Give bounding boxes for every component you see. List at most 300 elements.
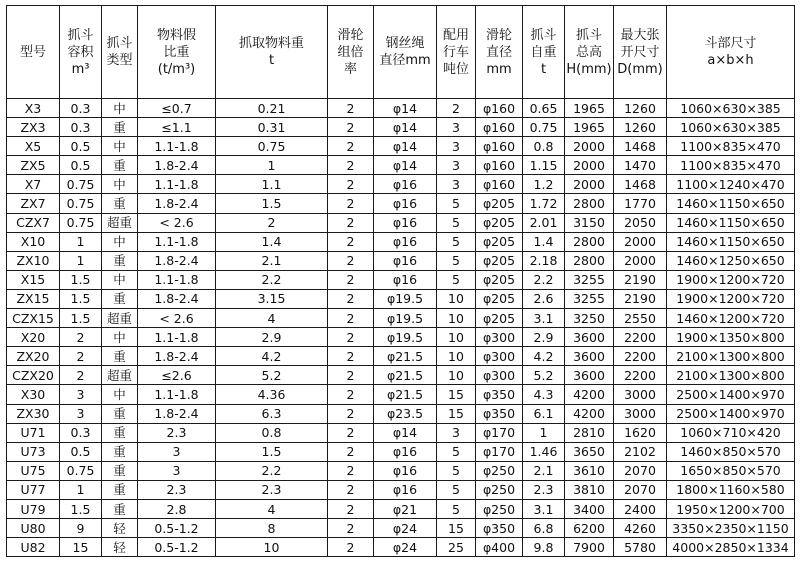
column-header-line: 最大张: [620, 27, 660, 43]
cell-height: 4200: [565, 385, 614, 404]
cell-pulley-dia: φ250: [476, 480, 523, 499]
cell-max-open: 2190: [614, 270, 667, 289]
table-row: [7, 309, 795, 328]
cell-bucket-size: 2500×1400×970: [667, 385, 795, 404]
cell-self-weight: 2.3: [523, 480, 565, 499]
cell-bucket-size: 1650×850×570: [667, 461, 795, 480]
cell-self-weight: 2.6: [523, 289, 565, 308]
cell-max-open: 1620: [614, 423, 667, 442]
cell-weight: 1.5: [216, 442, 328, 461]
cell-rope-dia: φ14: [374, 156, 437, 175]
cell-rope-dia: φ16: [374, 270, 437, 289]
cell-height: 3255: [565, 289, 614, 308]
cell-bucket-size: 1460×850×570: [667, 442, 795, 461]
table-row: [7, 156, 795, 175]
cell-max-open: 2070: [614, 461, 667, 480]
column-header-grab-type: [102, 6, 138, 99]
cell-weight: 0.75: [216, 137, 328, 156]
cell-self-weight: 2.1: [523, 461, 565, 480]
cell-self-weight: 0.8: [523, 137, 565, 156]
cell-height: 3650: [565, 442, 614, 461]
cell-rope-dia: φ21.5: [374, 366, 437, 385]
cell-rope-dia: φ16: [374, 194, 437, 213]
cell-rope-dia: φ16: [374, 442, 437, 461]
cell-bucket-size: 1060×710×420: [667, 423, 795, 442]
cell-self-weight: 1: [523, 423, 565, 442]
cell-model: U71: [7, 423, 60, 442]
cell-max-open: 2200: [614, 347, 667, 366]
cell-height: 1965: [565, 118, 614, 137]
cell-model: ZX30: [7, 404, 60, 423]
cell-height: 2000: [565, 156, 614, 175]
cell-density: 1.8-2.4: [138, 404, 216, 423]
cell-crane-tonnage: 5: [437, 194, 476, 213]
cell-capacity: 1.5: [60, 309, 102, 328]
table-row: [7, 499, 795, 518]
cell-bucket-size: 1800×1160×580: [667, 480, 795, 499]
cell-density: 1.1-1.8: [138, 328, 216, 347]
cell-bucket-size: 1460×1250×650: [667, 251, 795, 270]
cell-pulley-dia: φ160: [476, 118, 523, 137]
cell-weight: 4.36: [216, 385, 328, 404]
cell-pulley-ratio: 2: [328, 538, 374, 557]
cell-rope-dia: φ16: [374, 480, 437, 499]
column-header-line: 斗部尺寸: [704, 36, 757, 51]
cell-self-weight: 1.2: [523, 175, 565, 194]
cell-pulley-dia: φ250: [476, 461, 523, 480]
column-header-line: 自重: [530, 44, 557, 60]
column-header-self-weight: [523, 6, 565, 99]
cell-pulley-dia: φ350: [476, 519, 523, 538]
cell-max-open: 1770: [614, 194, 667, 213]
cell-crane-tonnage: 3: [437, 175, 476, 194]
cell-pulley-ratio: 2: [328, 347, 374, 366]
cell-model: ZX7: [7, 194, 60, 213]
column-header-line: 容积: [67, 44, 94, 60]
cell-density: 2.3: [138, 423, 216, 442]
cell-pulley-ratio: 2: [328, 194, 374, 213]
column-header-max-open: [614, 6, 667, 99]
cell-self-weight: 6.1: [523, 404, 565, 423]
cell-grab-type: 重: [102, 194, 138, 213]
cell-capacity: 9: [60, 519, 102, 538]
cell-max-open: 2190: [614, 289, 667, 308]
cell-self-weight: 2.2: [523, 270, 565, 289]
cell-capacity: 1: [60, 251, 102, 270]
cell-model: X30: [7, 385, 60, 404]
cell-density: ≤0.7: [138, 99, 216, 118]
column-header-line: 吨位: [442, 61, 469, 77]
cell-pulley-ratio: 2: [328, 118, 374, 137]
cell-self-weight: 1.4: [523, 232, 565, 251]
cell-self-weight: 4.2: [523, 347, 565, 366]
cell-density: 1.1-1.8: [138, 232, 216, 251]
cell-pulley-dia: φ250: [476, 499, 523, 518]
cell-bucket-size: 3350×2350×1150: [667, 519, 795, 538]
cell-model: ZX5: [7, 156, 60, 175]
cell-self-weight: 9.8: [523, 538, 565, 557]
cell-bucket-size: 1900×1200×720: [667, 270, 795, 289]
cell-height: 2810: [565, 423, 614, 442]
cell-density: < 2.6: [138, 213, 216, 232]
cell-weight: 2.3: [216, 480, 328, 499]
table-row: [7, 404, 795, 423]
cell-pulley-dia: φ205: [476, 251, 523, 270]
cell-max-open: 2200: [614, 328, 667, 347]
cell-capacity: 0.75: [60, 194, 102, 213]
cell-bucket-size: 2500×1400×970: [667, 404, 795, 423]
cell-weight: 2: [216, 213, 328, 232]
cell-weight: 4: [216, 309, 328, 328]
cell-bucket-size: 2100×1300×800: [667, 347, 795, 366]
table-row: [7, 442, 795, 461]
column-header-line: 比重: [163, 44, 190, 60]
cell-density: ≤1.1: [138, 118, 216, 137]
column-header-line: a×b×h: [707, 53, 754, 68]
cell-crane-tonnage: 10: [437, 289, 476, 308]
cell-crane-tonnage: 10: [437, 328, 476, 347]
cell-bucket-size: 1100×1240×470: [667, 175, 795, 194]
cell-grab-type: 轻: [102, 519, 138, 538]
cell-self-weight: 5.2: [523, 366, 565, 385]
column-header-line: mm: [486, 61, 512, 77]
cell-rope-dia: φ19.5: [374, 309, 437, 328]
cell-max-open: 4260: [614, 519, 667, 538]
cell-model: U82: [7, 538, 60, 557]
cell-grab-type: 重: [102, 480, 138, 499]
cell-pulley-dia: φ170: [476, 423, 523, 442]
cell-bucket-size: 1100×835×470: [667, 156, 795, 175]
cell-rope-dia: φ14: [374, 99, 437, 118]
cell-grab-type: 超重: [102, 309, 138, 328]
cell-pulley-ratio: 2: [328, 309, 374, 328]
cell-pulley-dia: φ170: [476, 442, 523, 461]
cell-model: CZX15: [7, 309, 60, 328]
cell-weight: 5.2: [216, 366, 328, 385]
cell-weight: 1.1: [216, 175, 328, 194]
cell-max-open: 2000: [614, 232, 667, 251]
cell-grab-type: 中: [102, 175, 138, 194]
cell-rope-dia: φ14: [374, 137, 437, 156]
cell-density: 1.8-2.4: [138, 156, 216, 175]
cell-weight: 4.2: [216, 347, 328, 366]
cell-pulley-dia: φ300: [476, 366, 523, 385]
cell-height: 3150: [565, 213, 614, 232]
column-header-height: [565, 6, 614, 99]
table-row: [7, 194, 795, 213]
cell-crane-tonnage: 5: [437, 499, 476, 518]
cell-pulley-ratio: 2: [328, 156, 374, 175]
cell-pulley-ratio: 2: [328, 289, 374, 308]
cell-pulley-dia: φ205: [476, 194, 523, 213]
cell-grab-type: 重: [102, 423, 138, 442]
cell-pulley-ratio: 2: [328, 251, 374, 270]
cell-crane-tonnage: 15: [437, 385, 476, 404]
cell-grab-type: 中: [102, 270, 138, 289]
column-header-line: (t/m³): [157, 61, 196, 77]
cell-grab-type: 重: [102, 156, 138, 175]
cell-density: 0.5-1.2: [138, 519, 216, 538]
cell-weight: 8: [216, 519, 328, 538]
cell-max-open: 1260: [614, 99, 667, 118]
cell-height: 2000: [565, 137, 614, 156]
column-header-rope-dia: [374, 6, 437, 99]
cell-rope-dia: φ16: [374, 175, 437, 194]
cell-grab-type: 超重: [102, 366, 138, 385]
cell-bucket-size: 1460×1150×650: [667, 213, 795, 232]
cell-capacity: 0.75: [60, 213, 102, 232]
column-header-line: 开尺寸: [620, 44, 660, 60]
cell-max-open: 2102: [614, 442, 667, 461]
cell-grab-type: 重: [102, 442, 138, 461]
cell-pulley-ratio: 2: [328, 137, 374, 156]
cell-max-open: 2550: [614, 309, 667, 328]
cell-crane-tonnage: 3: [437, 118, 476, 137]
cell-grab-type: 重: [102, 289, 138, 308]
cell-bucket-size: 1460×1150×650: [667, 194, 795, 213]
cell-pulley-dia: φ160: [476, 156, 523, 175]
cell-rope-dia: φ16: [374, 213, 437, 232]
cell-bucket-size: 1100×835×470: [667, 137, 795, 156]
table-row: [7, 366, 795, 385]
cell-capacity: 1: [60, 480, 102, 499]
cell-density: 3: [138, 442, 216, 461]
cell-weight: 1.4: [216, 232, 328, 251]
cell-bucket-size: 1060×630×385: [667, 99, 795, 118]
cell-crane-tonnage: 2: [437, 99, 476, 118]
cell-model: CZX20: [7, 366, 60, 385]
cell-crane-tonnage: 15: [437, 519, 476, 538]
cell-crane-tonnage: 10: [437, 347, 476, 366]
cell-pulley-ratio: 2: [328, 232, 374, 251]
cell-weight: 4: [216, 499, 328, 518]
column-header-line: 抓斗: [575, 27, 602, 43]
cell-crane-tonnage: 15: [437, 404, 476, 423]
cell-self-weight: 4.3: [523, 385, 565, 404]
cell-pulley-ratio: 2: [328, 366, 374, 385]
cell-weight: 0.8: [216, 423, 328, 442]
cell-density: 1.8-2.4: [138, 347, 216, 366]
cell-bucket-size: 1060×630×385: [667, 118, 795, 137]
cell-model: X3: [7, 99, 60, 118]
cell-capacity: 1.5: [60, 499, 102, 518]
cell-pulley-ratio: 2: [328, 442, 374, 461]
cell-rope-dia: φ16: [374, 251, 437, 270]
cell-crane-tonnage: 5: [437, 251, 476, 270]
cell-pulley-dia: φ160: [476, 99, 523, 118]
cell-weight: 0.21: [216, 99, 328, 118]
cell-model: X7: [7, 175, 60, 194]
cell-self-weight: 1.15: [523, 156, 565, 175]
cell-crane-tonnage: 5: [437, 442, 476, 461]
cell-crane-tonnage: 3: [437, 156, 476, 175]
column-header-line: 钢丝绳: [385, 36, 425, 51]
cell-rope-dia: φ24: [374, 538, 437, 557]
cell-height: 2800: [565, 194, 614, 213]
cell-crane-tonnage: 5: [437, 213, 476, 232]
cell-max-open: 1260: [614, 118, 667, 137]
column-header-weight: [216, 6, 328, 99]
cell-capacity: 0.75: [60, 461, 102, 480]
cell-height: 3810: [565, 480, 614, 499]
cell-model: U79: [7, 499, 60, 518]
cell-max-open: 3000: [614, 404, 667, 423]
cell-grab-type: 重: [102, 404, 138, 423]
cell-pulley-ratio: 2: [328, 213, 374, 232]
cell-pulley-dia: φ205: [476, 270, 523, 289]
cell-max-open: 5780: [614, 538, 667, 557]
cell-pulley-dia: φ205: [476, 289, 523, 308]
cell-density: < 2.6: [138, 309, 216, 328]
cell-max-open: 2000: [614, 251, 667, 270]
cell-self-weight: 1.46: [523, 442, 565, 461]
table-row: [7, 289, 795, 308]
cell-capacity: 2: [60, 328, 102, 347]
cell-grab-type: 重: [102, 499, 138, 518]
cell-model: ZX20: [7, 347, 60, 366]
table-row: [7, 480, 795, 499]
cell-pulley-ratio: 2: [328, 499, 374, 518]
cell-height: 1965: [565, 99, 614, 118]
cell-crane-tonnage: 10: [437, 309, 476, 328]
cell-model: U80: [7, 519, 60, 538]
cell-rope-dia: φ19.5: [374, 289, 437, 308]
cell-rope-dia: φ21: [374, 499, 437, 518]
cell-weight: 6.3: [216, 404, 328, 423]
cell-pulley-dia: φ205: [476, 232, 523, 251]
cell-pulley-ratio: 2: [328, 461, 374, 480]
cell-density: 1.1-1.8: [138, 175, 216, 194]
cell-model: ZX10: [7, 251, 60, 270]
cell-capacity: 0.75: [60, 175, 102, 194]
cell-model: X10: [7, 232, 60, 251]
cell-bucket-size: 1460×1150×650: [667, 232, 795, 251]
cell-crane-tonnage: 3: [437, 423, 476, 442]
cell-bucket-size: 1950×1200×700: [667, 499, 795, 518]
cell-model: X15: [7, 270, 60, 289]
cell-crane-tonnage: 5: [437, 270, 476, 289]
cell-rope-dia: φ16: [374, 461, 437, 480]
cell-grab-type: 重: [102, 118, 138, 137]
cell-height: 4200: [565, 404, 614, 423]
column-header-line: 率: [343, 61, 357, 77]
cell-bucket-size: 2100×1300×800: [667, 366, 795, 385]
cell-density: 2.3: [138, 480, 216, 499]
cell-density: 1.8-2.4: [138, 194, 216, 213]
table-row: [7, 232, 795, 251]
cell-density: 3: [138, 461, 216, 480]
cell-bucket-size: 1460×1200×720: [667, 309, 795, 328]
table-row: [7, 538, 795, 557]
cell-capacity: 2: [60, 366, 102, 385]
column-header-line: 滑轮: [485, 27, 512, 43]
cell-model: ZX15: [7, 289, 60, 308]
cell-rope-dia: φ14: [374, 118, 437, 137]
cell-density: 1.8-2.4: [138, 289, 216, 308]
cell-grab-type: 中: [102, 137, 138, 156]
cell-grab-type: 轻: [102, 538, 138, 557]
column-header-pulley-ratio: [328, 6, 374, 99]
cell-capacity: 0.5: [60, 137, 102, 156]
cell-pulley-ratio: 2: [328, 328, 374, 347]
cell-density: 1.1-1.8: [138, 270, 216, 289]
table-row: [7, 213, 795, 232]
cell-height: 3250: [565, 309, 614, 328]
column-header-capacity: [60, 6, 102, 99]
cell-rope-dia: φ24: [374, 519, 437, 538]
table-row: [7, 270, 795, 289]
cell-capacity: 0.3: [60, 423, 102, 442]
cell-self-weight: 1.72: [523, 194, 565, 213]
cell-grab-type: 重: [102, 347, 138, 366]
column-header-line: 总高: [575, 44, 602, 60]
column-header-line: 滑轮: [337, 27, 364, 43]
cell-crane-tonnage: 3: [437, 137, 476, 156]
cell-pulley-dia: φ300: [476, 328, 523, 347]
cell-model: U75: [7, 461, 60, 480]
cell-height: 3600: [565, 347, 614, 366]
column-header-model: [7, 6, 60, 99]
cell-pulley-dia: φ400: [476, 538, 523, 557]
cell-capacity: 2: [60, 347, 102, 366]
cell-density: ≤2.6: [138, 366, 216, 385]
cell-weight: 1.5: [216, 194, 328, 213]
cell-height: 3600: [565, 328, 614, 347]
cell-weight: 3.15: [216, 289, 328, 308]
column-header-bucket-size: [667, 6, 795, 99]
cell-model: CZX7: [7, 213, 60, 232]
column-header-line: 直径: [485, 44, 512, 60]
table-row: [7, 385, 795, 404]
cell-weight: 10: [216, 538, 328, 557]
cell-model: X20: [7, 328, 60, 347]
cell-weight: 0.31: [216, 118, 328, 137]
table-row: [7, 99, 795, 118]
cell-self-weight: 3.1: [523, 309, 565, 328]
cell-self-weight: 0.65: [523, 99, 565, 118]
cell-model: ZX3: [7, 118, 60, 137]
table-row: [7, 328, 795, 347]
cell-pulley-ratio: 2: [328, 423, 374, 442]
cell-pulley-ratio: 2: [328, 175, 374, 194]
cell-crane-tonnage: 5: [437, 232, 476, 251]
cell-pulley-dia: φ205: [476, 213, 523, 232]
cell-max-open: 2200: [614, 366, 667, 385]
column-header-line: t: [268, 53, 275, 68]
cell-weight: 2.9: [216, 328, 328, 347]
cell-weight: 2.1: [216, 251, 328, 270]
cell-capacity: 0.5: [60, 442, 102, 461]
table-row: [7, 423, 795, 442]
spec-table-container: [6, 5, 794, 557]
cell-crane-tonnage: 5: [437, 461, 476, 480]
cell-pulley-dia: φ205: [476, 309, 523, 328]
column-header-line: 直径mm: [379, 53, 431, 68]
cell-height: 3400: [565, 499, 614, 518]
column-header-line: 配用: [442, 27, 469, 43]
cell-model: U77: [7, 480, 60, 499]
cell-rope-dia: φ21.5: [374, 347, 437, 366]
cell-height: 6200: [565, 519, 614, 538]
column-header-density: [138, 6, 216, 99]
cell-bucket-size: 4000×2850×1334: [667, 538, 795, 557]
column-header-line: 抓斗: [67, 27, 94, 43]
table-header-row: [7, 6, 795, 99]
cell-weight: 2.2: [216, 461, 328, 480]
cell-capacity: 1: [60, 232, 102, 251]
cell-rope-dia: φ23.5: [374, 404, 437, 423]
cell-pulley-ratio: 2: [328, 385, 374, 404]
